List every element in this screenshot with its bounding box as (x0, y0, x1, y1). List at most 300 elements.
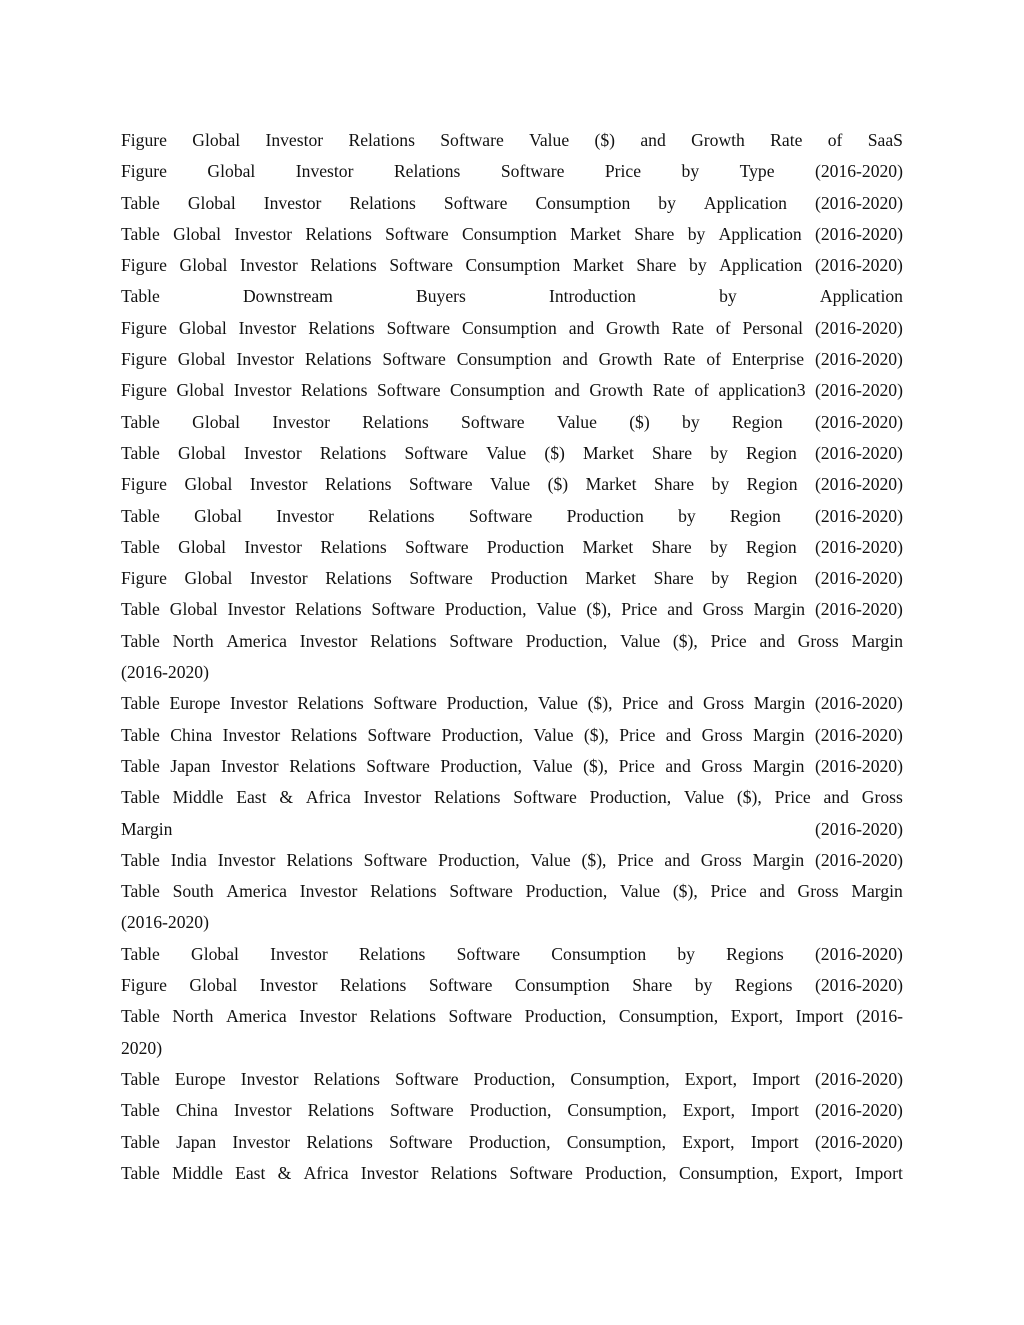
word: Growth (606, 317, 660, 338)
word: ($) (629, 411, 650, 432)
word: Export, (684, 1068, 737, 1089)
word: Type (739, 161, 775, 182)
list-entry-line (121, 219, 903, 250)
list-entry-line (121, 438, 903, 469)
list-entry-line: (2016-2020) (121, 912, 209, 933)
word: Software (428, 975, 493, 996)
word: Table (121, 1162, 160, 1183)
list-entry-line (121, 1064, 903, 1095)
word: (2016-2020) (814, 568, 903, 589)
word: Global (192, 130, 241, 150)
word: (2016-2020) (815, 474, 903, 495)
word: Production, (468, 1131, 551, 1152)
word: Figure (121, 975, 167, 996)
word: Consumption, (678, 1162, 779, 1183)
word: Figure (121, 380, 167, 401)
word: Market (572, 255, 624, 276)
word: Application (819, 286, 903, 307)
word: Software (404, 442, 468, 463)
word: Region (731, 411, 783, 432)
word: Margin (752, 755, 805, 776)
word: Japan (170, 755, 211, 776)
word: Consumption, (570, 1068, 670, 1089)
word: Relations (339, 975, 407, 996)
word: of (827, 130, 843, 150)
word: Relations (358, 943, 426, 964)
word: Figure (121, 349, 167, 370)
list-entry-line (121, 1127, 903, 1158)
list-entry-line (121, 1095, 903, 1126)
word: Import (752, 1068, 800, 1089)
word: Rate (652, 380, 685, 401)
word: Figure (121, 130, 167, 150)
word: Value (486, 442, 527, 463)
list-entry-line (121, 501, 903, 532)
word: and (823, 787, 849, 808)
word: Production, (469, 1100, 552, 1121)
word: Price (604, 161, 642, 182)
list-entry-line (121, 814, 903, 845)
word: and (667, 599, 693, 620)
word: Price (710, 630, 747, 651)
word: (2016-2020) (815, 818, 903, 839)
word: Software (377, 380, 441, 401)
word: Growth (589, 380, 644, 401)
word: Investor (295, 161, 354, 182)
word: Relations (290, 724, 358, 745)
word: Export, (730, 1006, 783, 1027)
list-entry-line (121, 594, 903, 625)
list-entry-line: 2020) (121, 1037, 163, 1058)
word: Software (409, 568, 473, 589)
word: Relations (430, 1162, 498, 1183)
word: Share (632, 975, 673, 996)
word: Gross (701, 755, 743, 776)
word: Software (382, 349, 446, 370)
word: Table (121, 787, 160, 808)
word: (2016-2020) (815, 755, 903, 776)
word: Margin (753, 724, 805, 745)
word: ($) (547, 474, 569, 495)
word: Table (121, 505, 160, 526)
word: Consumption (450, 380, 545, 401)
word: Export, (682, 1100, 735, 1121)
word: Value (530, 849, 571, 870)
word: Software (386, 317, 451, 338)
word: Investor (299, 1006, 357, 1027)
word: Relations (362, 411, 429, 432)
word: Global (189, 975, 238, 996)
word: Production, (473, 1068, 556, 1089)
word: (2016-2020) (815, 1068, 903, 1089)
word: Relations (368, 505, 435, 526)
word: by (677, 943, 695, 964)
word: Table (121, 599, 160, 620)
word: ($), (672, 630, 698, 651)
word: Software (373, 693, 437, 714)
word: Production (490, 568, 568, 589)
word: (2016-2020) (815, 536, 903, 557)
word: Value (532, 755, 573, 776)
word: Investor (227, 599, 286, 620)
word: Production, (441, 724, 524, 745)
word: Software (363, 849, 428, 870)
word: Software (448, 1006, 513, 1027)
word: Relations (305, 223, 372, 244)
document-page (121, 125, 903, 1189)
word: Investor (259, 975, 318, 996)
word: Software (500, 161, 565, 182)
word: Table (121, 536, 160, 557)
word: Relations (310, 255, 377, 276)
word: Gross (701, 724, 743, 745)
word: Relations (393, 161, 461, 182)
word: Relations (319, 442, 387, 463)
list-entry-line (121, 407, 903, 438)
word: (2016-2020) (815, 161, 903, 182)
list-entry-line (121, 313, 903, 344)
word: ($) (594, 130, 616, 150)
word: Table (121, 192, 160, 213)
word: Software (385, 223, 449, 244)
word: Software (405, 536, 469, 557)
word: Value (620, 630, 661, 651)
word: by (678, 505, 696, 526)
word: Software (449, 630, 513, 651)
word: Table (121, 849, 160, 870)
word: Consumption, (567, 1100, 667, 1121)
word: Region (746, 474, 798, 495)
word: Investor (276, 505, 334, 526)
word: Investor (244, 442, 302, 463)
word: Price (618, 755, 655, 776)
word: Value (536, 599, 577, 620)
word: Price (619, 724, 656, 745)
word: Table (121, 630, 160, 651)
word: Global (207, 161, 256, 182)
word: Table (121, 881, 160, 902)
word: Software (513, 787, 577, 808)
word: Production, (440, 755, 522, 776)
word: Global (194, 505, 242, 526)
word: Margin (851, 881, 903, 902)
word: Global (184, 474, 233, 495)
word: Price (710, 881, 747, 902)
word: Table (121, 223, 160, 244)
word: Share (651, 536, 692, 557)
word: Application (718, 223, 802, 244)
list-entry-line (121, 1001, 903, 1032)
word: Production, (589, 787, 672, 808)
word: Import (751, 1100, 799, 1121)
word: Software (389, 1131, 453, 1152)
word: Relations (348, 130, 415, 150)
word: by (658, 192, 676, 213)
word: Table (121, 286, 160, 307)
word: Software (409, 474, 473, 495)
word: Investor (265, 130, 324, 150)
word: (2016-2020) (814, 975, 903, 996)
word: of (706, 349, 721, 370)
word: Rate (663, 349, 696, 370)
list-entry-line: (2016-2020) (121, 662, 209, 683)
word: ($), (586, 599, 612, 620)
list-entry-line (121, 125, 903, 156)
word: & (277, 1162, 292, 1183)
word: Margin (121, 818, 173, 839)
word: Region (745, 442, 797, 463)
list-entry-line (121, 626, 903, 657)
word: Market (582, 536, 634, 557)
word: Software (449, 881, 513, 902)
word: Production (486, 536, 565, 557)
word: America (226, 1006, 287, 1027)
word: ($), (583, 724, 609, 745)
word: Investor (232, 1131, 291, 1152)
word: Investor (240, 1068, 299, 1089)
word: Investor (270, 943, 328, 964)
word: Production, (525, 630, 608, 651)
word: Consumption (462, 223, 557, 244)
word: Buyers (416, 286, 466, 307)
word: by (710, 442, 728, 463)
word: Global (177, 442, 226, 463)
word: Table (121, 693, 160, 714)
word: of (694, 380, 710, 401)
word: & (279, 787, 294, 808)
word: Investor (240, 255, 298, 276)
word: application3 (718, 380, 806, 401)
word: Gross (700, 849, 742, 870)
list-entry-line (121, 532, 903, 563)
word: Europe (169, 693, 221, 714)
word: Production, (446, 693, 529, 714)
word: Share (636, 255, 677, 276)
word: and (554, 380, 580, 401)
word: Margin (851, 630, 903, 651)
word: Global (187, 192, 236, 213)
word: (2016-2020) (814, 943, 903, 964)
list-entry-line (121, 782, 903, 813)
word: Relations (286, 849, 353, 870)
word: Investor (233, 1100, 292, 1121)
word: Software (456, 943, 521, 964)
word: Application (719, 255, 803, 276)
word: by (709, 536, 728, 557)
word: Table (121, 943, 160, 964)
word: Price (622, 693, 659, 714)
word: Value (537, 693, 578, 714)
word: (2016-2020) (815, 849, 903, 870)
word: Relations (370, 630, 437, 651)
word: North (172, 1006, 214, 1027)
word: Value (533, 724, 574, 745)
word: North (172, 630, 214, 651)
word: Relations (370, 881, 437, 902)
list-entry-line (121, 720, 903, 751)
word: Share (652, 442, 693, 463)
word: Downstream (242, 286, 333, 307)
word: Regions (726, 943, 784, 964)
word: China (170, 724, 213, 745)
word: Table (121, 442, 160, 463)
word: Application (703, 192, 787, 213)
list-entry-line (121, 156, 903, 187)
word: Relations (301, 380, 368, 401)
word: Consumption (462, 317, 557, 338)
word: Figure (121, 474, 167, 495)
word: Relations (313, 1068, 380, 1089)
word: Investor (217, 849, 276, 870)
word: Africa (303, 1162, 349, 1183)
word: (2016- (856, 1006, 903, 1027)
word: Figure (121, 568, 167, 589)
word: Investor (263, 192, 322, 213)
word: Personal (742, 317, 804, 338)
word: Gross (703, 693, 745, 714)
word: Relations (320, 536, 387, 557)
word: (2016-2020) (814, 442, 903, 463)
word: Global (176, 380, 225, 401)
list-entry-line (121, 563, 903, 594)
word: East (235, 1162, 266, 1183)
word: (2016-2020) (814, 1100, 903, 1121)
word: Software (440, 130, 504, 150)
word: Market (583, 442, 634, 463)
word: Relations (307, 1100, 375, 1121)
word: by (682, 411, 700, 432)
word: Figure (121, 161, 167, 182)
word: Global (177, 349, 226, 370)
word: ($), (736, 787, 762, 808)
list-entry-line (121, 876, 903, 907)
word: by (694, 975, 713, 996)
word: Relations (306, 1131, 373, 1152)
word: Production, (525, 881, 608, 902)
word: Relations (325, 568, 392, 589)
word: by (681, 161, 700, 182)
word: Margin (753, 599, 806, 620)
word: Investor (299, 881, 358, 902)
word: Region (746, 568, 798, 589)
word: Investor (244, 536, 302, 557)
word: Middle (172, 787, 224, 808)
word: Software (443, 192, 508, 213)
word: Relations (308, 317, 375, 338)
word: Value (529, 130, 570, 150)
word: Investor (272, 411, 330, 432)
word: Software (395, 1068, 459, 1089)
word: ($), (581, 849, 607, 870)
word: Consumption, (618, 1006, 719, 1027)
word: and (640, 130, 666, 150)
word: Consumption (456, 349, 552, 370)
word: Software (468, 505, 533, 526)
word: Software (366, 755, 430, 776)
word: Price (621, 599, 658, 620)
word: and (562, 349, 588, 370)
word: Investor (360, 1162, 419, 1183)
word: Gross (861, 787, 903, 808)
list-entry-line (121, 250, 903, 281)
word: Software (461, 411, 525, 432)
word: Table (121, 1131, 160, 1152)
word: (2016-2020) (814, 317, 903, 338)
word: Investor (229, 693, 288, 714)
word: Middle (172, 1162, 223, 1183)
list-entry-line (121, 469, 903, 500)
word: by (711, 568, 729, 589)
list-entry-line (121, 939, 903, 970)
word: Price (617, 849, 654, 870)
word: Enterprise (731, 349, 805, 370)
word: Rate (770, 130, 803, 150)
word: Consumption (514, 975, 610, 996)
word: Investor (233, 380, 292, 401)
word: Consumption (535, 192, 631, 213)
word: India (170, 849, 207, 870)
word: Margin (753, 693, 806, 714)
word: Production, (585, 1162, 667, 1183)
word: of (715, 317, 731, 338)
word: Relations (325, 474, 392, 495)
word: Introduction (549, 286, 636, 307)
word: Global (179, 255, 228, 276)
list-entry-line (121, 845, 903, 876)
word: Market (585, 568, 637, 589)
word: Import (854, 1162, 903, 1183)
word: ($) (544, 442, 565, 463)
word: Global (169, 599, 218, 620)
list-entry-line (121, 281, 903, 312)
word: Investor (234, 223, 293, 244)
word: Consumption (465, 255, 561, 276)
word: Global (192, 411, 241, 432)
word: Investor (249, 474, 308, 495)
word: Relations (434, 787, 501, 808)
list-entry-line (121, 344, 903, 375)
word: Relations (295, 599, 362, 620)
word: Table (121, 755, 160, 776)
word: Production, (438, 849, 520, 870)
word: Table (121, 411, 160, 432)
list-entry-line (121, 688, 903, 719)
word: Growth (691, 130, 745, 150)
word: Margin (752, 849, 805, 870)
list-entry-line (121, 751, 903, 782)
word: and (759, 881, 785, 902)
word: Market (570, 223, 621, 244)
word: (2016-2020) (814, 1131, 903, 1152)
word: Africa (305, 787, 351, 808)
word: Table (121, 1068, 160, 1089)
word: and (667, 693, 694, 714)
word: Investor (363, 787, 422, 808)
word: (2016-2020) (814, 255, 903, 276)
word: Global (173, 223, 222, 244)
word: Figure (121, 317, 167, 338)
word: Software (367, 724, 432, 745)
word: (2016-2020) (814, 192, 903, 213)
word: (2016-2020) (815, 223, 903, 244)
word: Japan (176, 1131, 217, 1152)
word: Share (634, 223, 675, 244)
word: Software (371, 599, 435, 620)
word: Relations (369, 1006, 436, 1027)
word: Relations (297, 693, 364, 714)
word: Figure (121, 255, 167, 276)
word: ($), (583, 755, 609, 776)
